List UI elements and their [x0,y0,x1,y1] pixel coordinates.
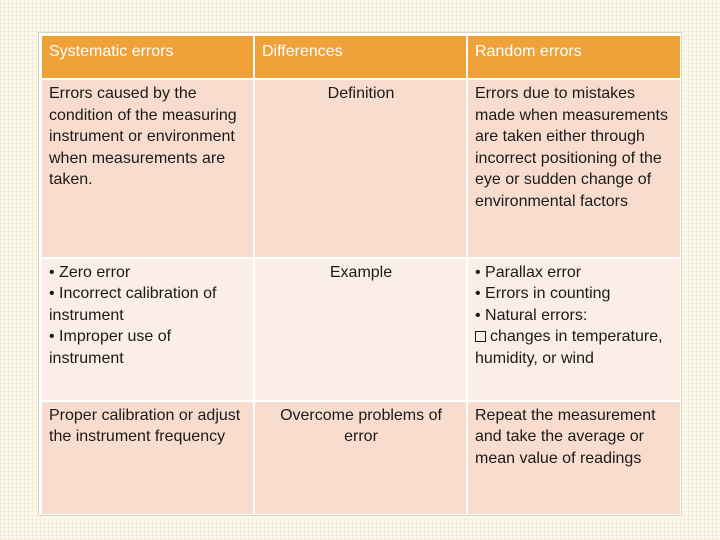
checkbox-bullet-icon [475,331,486,342]
systematic-example-item: • Incorrect calibration of instrument [49,285,217,324]
difference-overcome-cell: Overcome problems of error [255,402,466,515]
table-header-row [42,36,680,78]
systematic-example-item: • Improper use of instrument [49,328,172,367]
random-example-item: • Errors in counting [475,285,611,303]
random-example-subitem [475,326,674,369]
header-systematic-errors: Systematic errors [42,36,253,78]
difference-example-cell: Example [255,259,466,400]
header-random-errors: Random errors [468,36,680,78]
errors-comparison-table [40,34,682,516]
systematic-definition-cell: Errors caused by the condition of the measuring instrument or environment when measurements are taken. [42,80,253,257]
table-row-overcome [42,402,680,515]
random-example-subitem-text: changes in temperature, humidity, or wind [475,328,663,367]
difference-definition-cell: Definition [255,80,466,257]
table-row-definition [42,80,680,257]
systematic-example-item: • Zero error [49,263,131,281]
comparison-table-frame [38,32,682,516]
random-example-item: • Parallax error [475,263,582,281]
random-example-item: • Natural errors: [475,306,588,324]
systematic-example-cell [42,259,253,400]
random-definition-cell: Errors due to mistakes made when measurements are taken either through incorrect positioning of the eye or sudden change of environmental factors [468,80,680,257]
table-row-example [42,259,680,400]
random-overcome-cell: Repeat the measurement and take the average or mean value of readings [468,402,680,515]
header-differences: Differences [255,36,466,78]
systematic-overcome-cell: Proper calibration or adjust the instrument frequency [42,402,253,515]
random-example-cell [468,259,680,400]
